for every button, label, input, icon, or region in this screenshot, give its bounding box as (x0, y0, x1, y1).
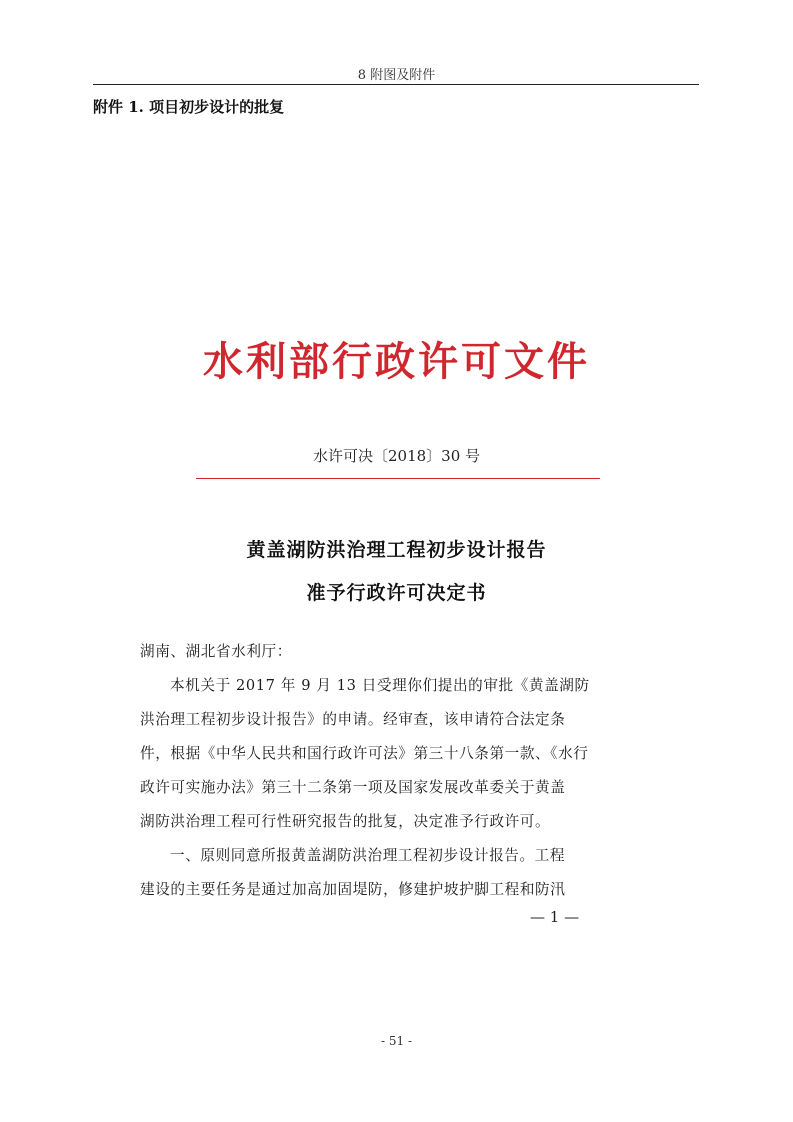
page-footer-number: - 51 - (380, 1034, 412, 1048)
document-banner: 水利部行政许可文件 (203, 338, 590, 385)
body-line: 洪治理工程初步设计报告》的申请。经审查，该申请符合法定条 (140, 711, 566, 728)
body-line: 件，根据《中华人民共和国行政许可法》第三十八条第一款、《水行 (140, 745, 589, 762)
attachment-label: 附件 1. 项目初步设计的批复 (93, 98, 285, 116)
body-line: 本机关于 2017 年 9 月 13 日受理你们提出的审批《黄盖湖防 (170, 677, 590, 694)
body-line: 政许可实施办法》第三十二条第一项及国家发展改革委关于黄盖 (140, 779, 566, 796)
body-line: 湖防洪治理工程可行性研究报告的批复，决定准予行政许可。 (140, 813, 551, 830)
document-title-line-1: 黄盖湖防洪治理工程初步设计报告 (246, 539, 547, 561)
document-number: 水许可决〔2018〕30 号 (312, 447, 481, 465)
running-header: 8 附图及附件 (357, 68, 436, 83)
salutation: 湖南、湖北省水利厅： (140, 643, 292, 660)
header-divider (93, 84, 699, 85)
body-line: 一、原则同意所报黄盖湖防洪治理工程初步设计报告。工程 (170, 847, 566, 864)
body-line: 建设的主要任务是通过加高加固堤防，修建护坡护脚工程和防汛 (140, 881, 566, 898)
document-title-line-2: 准予行政许可决定书 (306, 582, 487, 604)
red-divider (196, 478, 600, 479)
inner-page-number: — 1 — (530, 908, 580, 926)
